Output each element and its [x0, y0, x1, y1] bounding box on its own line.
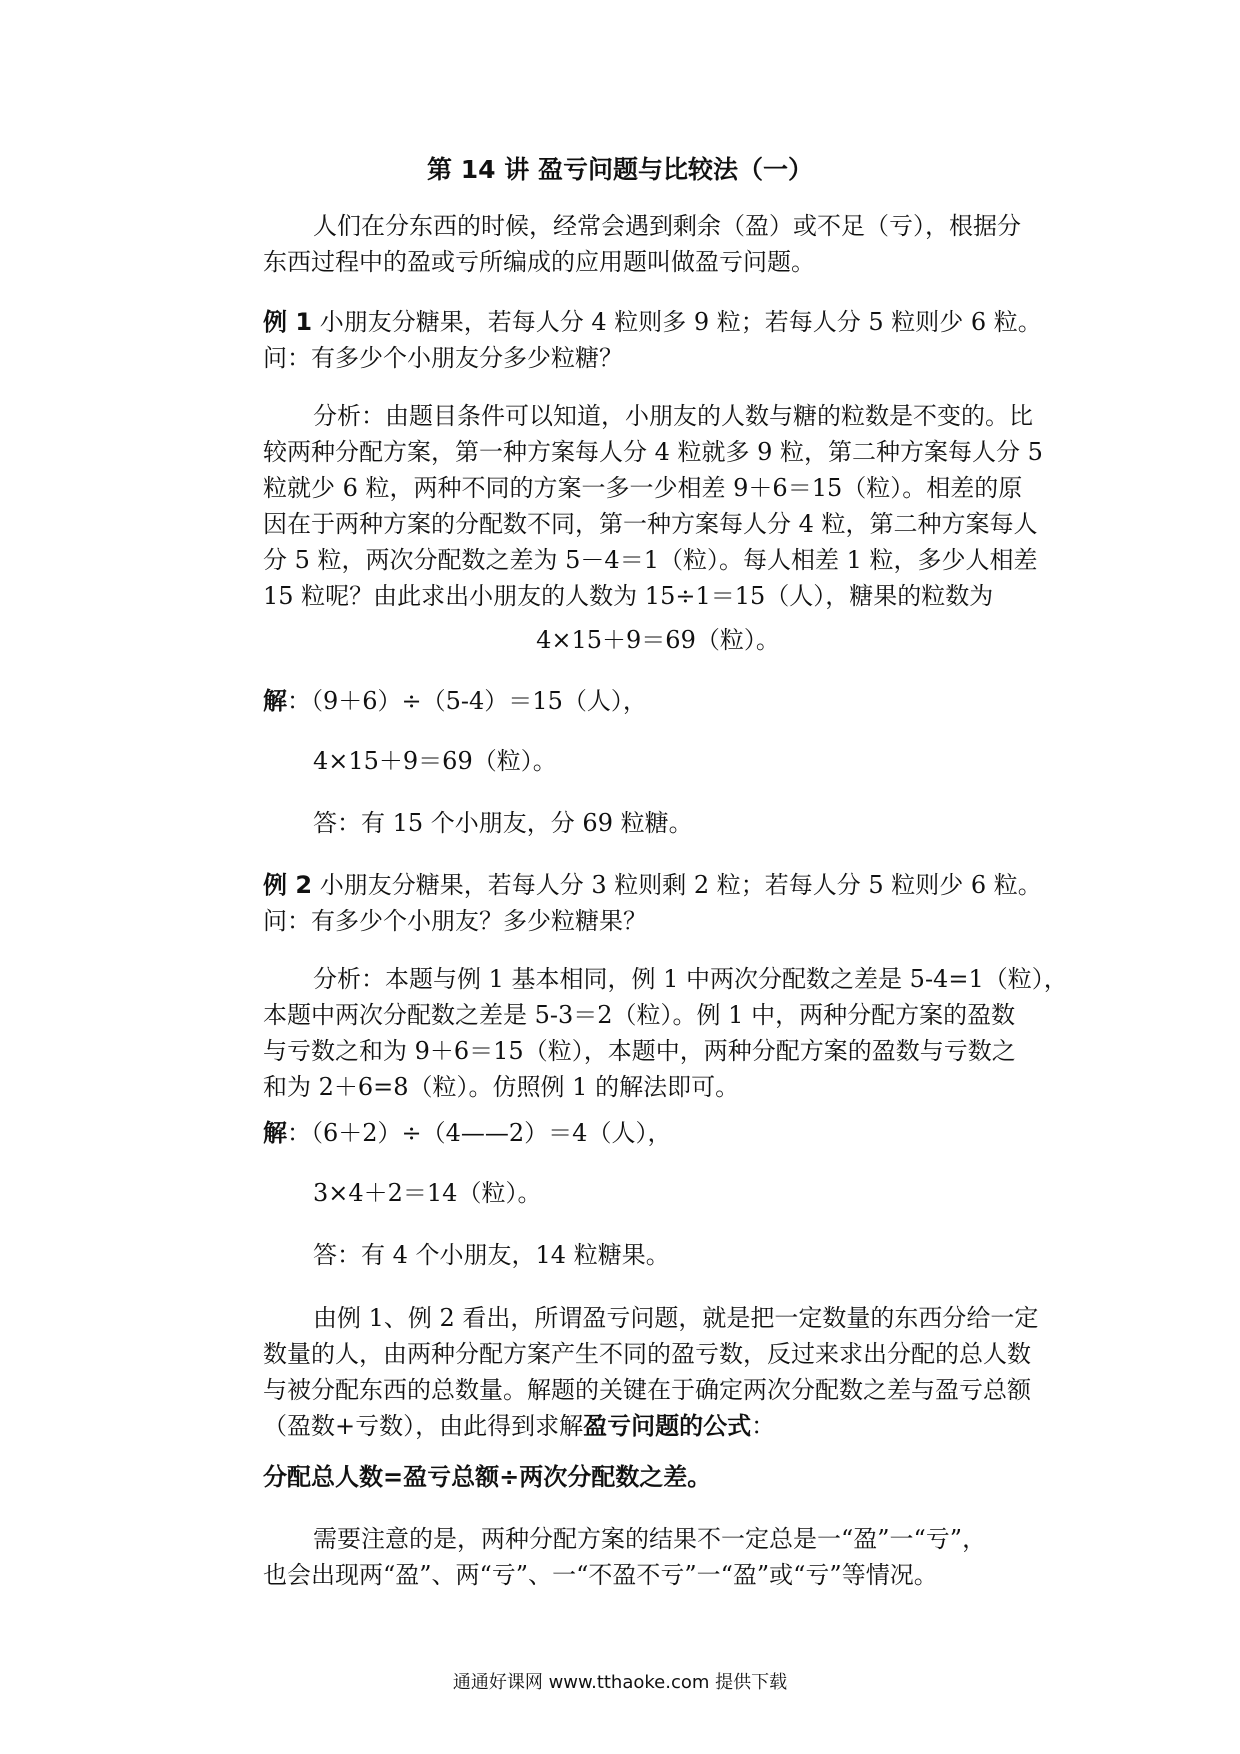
solution-label: 解	[263, 1119, 287, 1147]
analysis-line: 分 5 粒，两次分配数之差为 5－4＝1（粒）。每人相差 1 粒，多少人相差	[263, 546, 1038, 574]
page-title: 第 14 讲 盈亏问题与比较法（一）	[427, 155, 813, 184]
example1-question	[263, 304, 1053, 376]
example1-analysis	[263, 398, 1053, 614]
solution-line: 4×15＋9＝69（粒）。	[313, 747, 557, 775]
summary-line: 数量的人，由两种分配方案产生不同的盈亏数，反过来求出分配的总人数	[263, 1340, 1031, 1368]
formula-heading: 盈亏问题的公式	[583, 1412, 752, 1440]
example1-solution-2	[263, 743, 1053, 779]
example2-answer	[263, 1237, 1053, 1273]
solution-label: 解	[263, 687, 287, 715]
analysis-line: 分析：本题与例 1 基本相同，例 1 中两次分配数之差是 5-4=1（粒），	[313, 965, 1068, 993]
page-footer: 通通好课网 www.tthaoke.com 提供下载	[452, 1672, 788, 1693]
example1-question-line: 问：有多少个小朋友分多少粒糖？	[263, 344, 623, 372]
analysis-line: 15 粒呢？由此求出小朋友的人数为 15÷1＝15（人），糖果的粒数为	[263, 582, 994, 610]
example2-solution	[263, 1115, 1053, 1151]
analysis-line: 分析：由题目条件可以知道，小朋友的人数与糖的粒数是不变的。比	[313, 402, 1033, 430]
analysis-line: 本题中两次分配数之差是 5-3＝2（粒）。例 1 中，两种分配方案的盈数	[263, 1001, 1016, 1029]
summary-line: 由例 1、例 2 看出，所谓盈亏问题，就是把一定数量的东西分给一定	[313, 1304, 1039, 1332]
intro-line: 东西过程中的盈或亏所编成的应用题叫做盈亏问题。	[263, 248, 815, 276]
note-paragraph	[263, 1521, 1053, 1593]
solution-line: 3×4＋2＝14（粒）。	[313, 1179, 542, 1207]
formula-rule-text: 分配总人数=盈亏总额÷两次分配数之差。	[263, 1463, 712, 1491]
intro-line: 人们在分东西的时候，经常会遇到剩余（盈）或不足（亏），根据分	[313, 212, 1021, 240]
answer-line: 答：有 15 个小朋友，分 69 粒糖。	[313, 809, 693, 837]
analysis-line: 较两种分配方案，第一种方案每人分 4 粒就多 9 粒，第二种方案每人分 5	[263, 438, 1043, 466]
answer-line: 答：有 4 个小朋友，14 粒糖果。	[313, 1241, 670, 1269]
example2-question	[263, 867, 1053, 939]
example2-question-line: 小朋友分糖果，若每人分 3 粒则剩 2 粒；若每人分 5 粒则少 6 粒。	[312, 871, 1042, 899]
solution-line: ：（9＋6）÷（5-4）＝15（人），	[287, 687, 647, 715]
note-line: 也会出现两“盈”、两“亏”、一“不盈不亏”一“盈”或“亏”等情况。	[263, 1561, 938, 1589]
analysis-line: 粒就少 6 粒，两种不同的方案一多一少相差 9＋6＝15（粒）。相差的原	[263, 474, 1023, 502]
example2-question-line: 问：有多少个小朋友？多少粒糖果？	[263, 907, 647, 935]
example1-solution	[263, 683, 1053, 719]
example2-label: 例 2	[263, 871, 313, 899]
intro-paragraph	[263, 208, 1053, 280]
summary-paragraph	[263, 1300, 1053, 1444]
example1-answer	[263, 805, 1053, 841]
example1-formula: 4×15＋9＝69（粒）。	[536, 626, 780, 654]
formula-rule	[263, 1459, 1053, 1495]
summary-line: 与被分配东西的总数量。解题的关键在于确定两次分配数之差与盈亏总额	[263, 1376, 1031, 1404]
example1-question-line: 小朋友分糖果，若每人分 4 粒则多 9 粒；若每人分 5 粒则少 6 粒。	[312, 308, 1042, 336]
example2-solution-2	[263, 1175, 1053, 1211]
example2-analysis	[263, 961, 1068, 1105]
example1-label: 例 1	[263, 308, 313, 336]
summary-line-end: ：	[751, 1412, 776, 1440]
note-line: 需要注意的是，两种分配方案的结果不一定总是一“盈”一“亏”，	[313, 1525, 987, 1553]
analysis-line: 与亏数之和为 9＋6＝15（粒），本题中，两种分配方案的盈数与亏数之	[263, 1037, 1016, 1065]
analysis-line: 因在于两种方案的分配数不同，第一种方案每人分 4 粒，第二种方案每人	[263, 510, 1038, 538]
analysis-line: 和为 2＋6=8（粒）。仿照例 1 的解法即可。	[263, 1073, 740, 1101]
summary-line: （盈数+亏数），由此得到求解	[263, 1412, 584, 1440]
solution-line: ：（6＋2）÷（4——2）＝4（人），	[287, 1119, 672, 1147]
